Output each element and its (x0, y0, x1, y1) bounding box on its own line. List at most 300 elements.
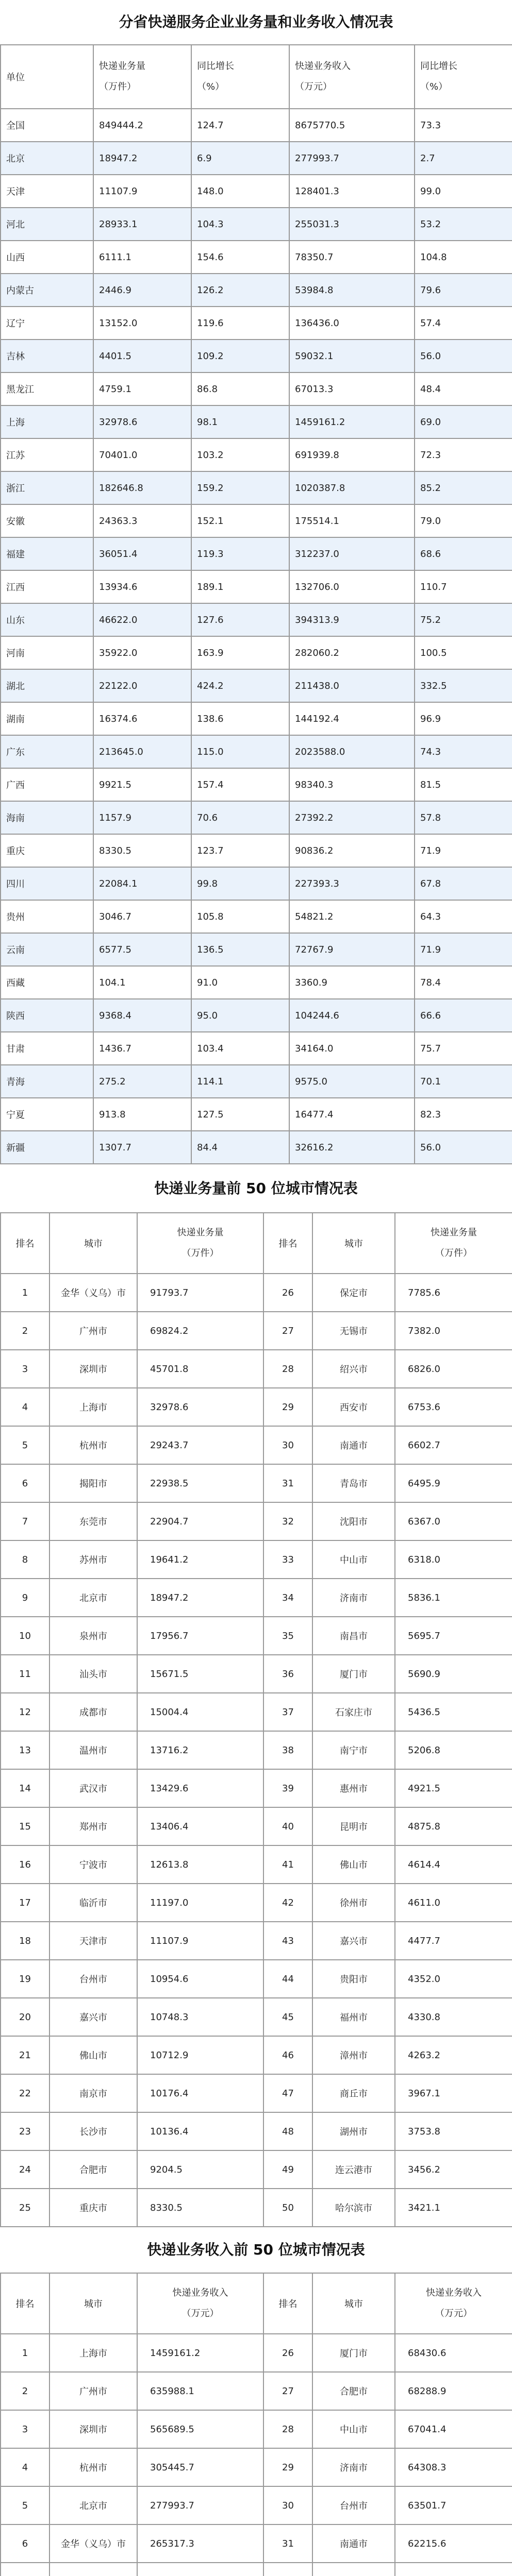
region-cell: 江苏 (1, 438, 93, 471)
value-cell: 3753.8 (395, 2112, 512, 2150)
table-row (1, 2410, 512, 2448)
rank-cell: 4 (1, 2448, 49, 2486)
rank-cell: 44 (263, 1960, 312, 1998)
volume-cell: 849444.2 (93, 109, 191, 142)
revenue-cell: 1020387.8 (289, 471, 415, 504)
table-row (1, 1502, 512, 1540)
revenue-cell: 54821.2 (289, 900, 415, 933)
header-value-right-label: 快递业务收入 (426, 2287, 482, 2298)
volume-cell: 8330.5 (93, 834, 191, 867)
city-cell: 嘉兴市 (312, 1922, 395, 1960)
table-row (1, 405, 512, 438)
table-row (1, 1579, 512, 1617)
rank-cell: 26 (263, 2334, 312, 2372)
city-cell: 青岛市 (312, 1464, 395, 1502)
table-row (1, 1731, 512, 1769)
value-cell: 19641.2 (137, 1540, 263, 1579)
value-cell: 6367.0 (395, 1502, 512, 1540)
region-cell: 山东 (1, 603, 93, 636)
header-region: 单位 (1, 45, 93, 109)
city-cell: 广州市 (49, 1312, 137, 1350)
table-row (1, 603, 512, 636)
region-cell: 河北 (1, 208, 93, 241)
city-cell: 哈尔滨市 (312, 2189, 395, 2227)
header-city-left: 城市 (49, 1213, 137, 1274)
revenue-cell: 211438.0 (289, 669, 415, 702)
city-cell: 杭州市 (49, 1426, 137, 1464)
header-city-right: 城市 (312, 2273, 395, 2334)
city-cell: 金华（义乌）市 (49, 2524, 137, 2563)
city-cell: 连云港市 (312, 2150, 395, 2189)
rank-cell: 28 (263, 1350, 312, 1388)
table-row (1, 2189, 512, 2227)
table-row (1, 1922, 512, 1960)
value-cell: 10136.4 (137, 2112, 263, 2150)
table3-title: 快递业务收入前 50 位城市情况表 (147, 2241, 365, 2258)
header-volume-growth-label: 同比增长 (197, 61, 234, 72)
value-cell: 29243.7 (137, 1426, 263, 1464)
value-cell: 10748.3 (137, 1998, 263, 2036)
volume-city-table-header (1, 1213, 512, 1274)
table-row (1, 966, 512, 999)
table-row (1, 2372, 512, 2410)
revenue-cell: 312237.0 (289, 537, 415, 570)
volume-cell: 35922.0 (93, 636, 191, 669)
revenue-cell: 16477.4 (289, 1098, 415, 1131)
volume-growth-cell: 126.2 (191, 274, 289, 307)
city-cell: 上海市 (49, 2334, 137, 2372)
revenue-cell: 3360.9 (289, 966, 415, 999)
rank-cell: 43 (263, 1922, 312, 1960)
revenue-cell: 90836.2 (289, 834, 415, 867)
volume-growth-cell: 152.1 (191, 504, 289, 537)
city-cell: 天津市 (49, 1922, 137, 1960)
volume-growth-cell: 424.2 (191, 669, 289, 702)
header-value-left-label: 快递业务收入 (172, 2287, 228, 2298)
value-cell: 3967.1 (395, 2074, 512, 2112)
revenue-growth-cell: 70.1 (415, 1065, 512, 1098)
revenue-cell: 394313.9 (289, 603, 415, 636)
header-rank-left: 排名 (1, 2273, 49, 2334)
volume-cell: 1436.7 (93, 1032, 191, 1065)
rank-cell: 13 (1, 1731, 49, 1769)
city-cell: 西安市 (312, 1388, 395, 1426)
rank-cell: 7 (1, 1502, 49, 1540)
value-cell: 69824.2 (137, 1312, 263, 1350)
rank-cell: 5 (1, 2486, 49, 2524)
rank-cell: 39 (263, 1769, 312, 1807)
table-row (1, 109, 512, 142)
value-cell: 32978.6 (137, 1388, 263, 1426)
rank-cell: 27 (263, 2372, 312, 2410)
value-cell: 12613.8 (137, 1845, 263, 1884)
rank-cell: 2 (1, 1312, 49, 1350)
volume-growth-cell: 119.6 (191, 307, 289, 340)
value-cell: 4614.4 (395, 1845, 512, 1884)
value-cell: 18947.2 (137, 1579, 263, 1617)
rank-cell: 33 (263, 1540, 312, 1579)
region-cell: 辽宁 (1, 307, 93, 340)
value-cell: 3421.1 (395, 2189, 512, 2227)
rank-cell: 20 (1, 1998, 49, 2036)
city-cell: 合肥市 (312, 2372, 395, 2410)
region-cell: 青海 (1, 1065, 93, 1098)
value-cell: 67041.4 (395, 2410, 512, 2448)
rank-cell: 46 (263, 2036, 312, 2074)
volume-growth-cell: 136.5 (191, 933, 289, 966)
city-cell: 成都市 (49, 1693, 137, 1731)
volume-growth-cell: 189.1 (191, 570, 289, 603)
volume-cell: 13934.6 (93, 570, 191, 603)
table-row (1, 372, 512, 405)
rank-cell: 48 (263, 2112, 312, 2150)
volume-cell: 275.2 (93, 1065, 191, 1098)
city-cell: 台州市 (312, 2486, 395, 2524)
value-cell: 9204.5 (137, 2150, 263, 2189)
table-row (1, 834, 512, 867)
rank-cell: 1 (1, 2334, 49, 2372)
value-cell (395, 2563, 512, 2576)
volume-growth-cell: 99.8 (191, 867, 289, 900)
header-value-left (137, 2273, 263, 2334)
region-cell: 海南 (1, 801, 93, 834)
rank-cell: 27 (263, 1312, 312, 1350)
city-cell: 商丘市 (312, 2074, 395, 2112)
rank-cell: 23 (1, 2112, 49, 2150)
value-cell: 4263.2 (395, 2036, 512, 2074)
volume-cell: 28933.1 (93, 208, 191, 241)
table-row (1, 241, 512, 274)
table-row (1, 438, 512, 471)
city-cell: 温州市 (49, 1731, 137, 1769)
header-revenue (289, 45, 415, 109)
region-cell: 四川 (1, 867, 93, 900)
volume-cell: 24363.3 (93, 504, 191, 537)
city-cell: 佛山市 (49, 2036, 137, 2074)
header-value-right-label: 快递业务量 (431, 1227, 477, 1238)
value-cell: 265317.3 (137, 2524, 263, 2563)
table-row (1, 1464, 512, 1502)
value-cell: 13429.6 (137, 1769, 263, 1807)
value-cell: 6495.9 (395, 1464, 512, 1502)
rank-cell: 6 (1, 1464, 49, 1502)
value-cell: 22938.5 (137, 1464, 263, 1502)
rank-cell: 17 (1, 1884, 49, 1922)
rank-cell: 6 (1, 2524, 49, 2563)
value-cell: 7785.6 (395, 1274, 512, 1312)
region-cell: 甘肃 (1, 1032, 93, 1065)
table-row (1, 1693, 512, 1731)
value-cell: 4477.7 (395, 1922, 512, 1960)
table-row (1, 2563, 512, 2576)
revenue-city-table (0, 2273, 512, 2576)
volume-growth-cell: 95.0 (191, 999, 289, 1032)
rank-cell: 22 (1, 2074, 49, 2112)
volume-cell: 22122.0 (93, 669, 191, 702)
revenue-growth-cell: 71.9 (415, 933, 512, 966)
header-value-left-unit: （万元） (181, 2308, 219, 2319)
header-rank-left: 排名 (1, 1213, 49, 1274)
volume-growth-cell: 127.5 (191, 1098, 289, 1131)
header-revenue-label: 快递业务收入 (295, 61, 351, 72)
revenue-growth-cell: 99.0 (415, 175, 512, 208)
revenue-growth-cell: 67.8 (415, 867, 512, 900)
value-cell: 5836.1 (395, 1579, 512, 1617)
table-row (1, 702, 512, 735)
value-cell: 17956.7 (137, 1617, 263, 1655)
revenue-growth-cell: 72.3 (415, 438, 512, 471)
value-cell: 68288.9 (395, 2372, 512, 2410)
region-cell: 安徽 (1, 504, 93, 537)
volume-growth-cell: 86.8 (191, 372, 289, 405)
city-cell: 南京市 (49, 2074, 137, 2112)
revenue-cell: 132706.0 (289, 570, 415, 603)
table-row (1, 1388, 512, 1426)
value-cell: 6602.7 (395, 1426, 512, 1464)
header-volume-growth-unit: （%） (197, 81, 225, 92)
revenue-cell: 144192.4 (289, 702, 415, 735)
header-volume-unit: （万件） (99, 81, 136, 92)
value-cell: 13406.4 (137, 1807, 263, 1845)
volume-cell: 13152.0 (93, 307, 191, 340)
city-cell: 南通市 (312, 2524, 395, 2563)
header-volume-label: 快递业务量 (99, 61, 145, 72)
city-cell: 绍兴市 (312, 1350, 395, 1388)
volume-cell: 104.1 (93, 966, 191, 999)
rank-cell: 18 (1, 1922, 49, 1960)
rank-cell: 11 (1, 1655, 49, 1693)
region-cell: 黑龙江 (1, 372, 93, 405)
revenue-cell: 34164.0 (289, 1032, 415, 1065)
city-cell: 武汉市 (49, 1769, 137, 1807)
table-row (1, 208, 512, 241)
revenue-growth-cell: 85.2 (415, 471, 512, 504)
value-cell: 1459161.2 (137, 2334, 263, 2372)
volume-cell: 6111.1 (93, 241, 191, 274)
table-row (1, 537, 512, 570)
volume-growth-cell: 103.4 (191, 1032, 289, 1065)
table-row (1, 175, 512, 208)
volume-cell: 4759.1 (93, 372, 191, 405)
revenue-cell: 98340.3 (289, 768, 415, 801)
volume-growth-cell: 115.0 (191, 735, 289, 768)
city-cell: 南通市 (312, 1426, 395, 1464)
revenue-cell: 128401.3 (289, 175, 415, 208)
value-cell: 68430.6 (395, 2334, 512, 2372)
rank-cell: 24 (1, 2150, 49, 2189)
volume-cell: 213645.0 (93, 735, 191, 768)
table-row (1, 340, 512, 372)
revenue-growth-cell: 79.0 (415, 504, 512, 537)
value-cell: 8330.5 (137, 2189, 263, 2227)
volume-growth-cell: 91.0 (191, 966, 289, 999)
table-row (1, 2074, 512, 2112)
revenue-cell: 2023588.0 (289, 735, 415, 768)
header-city-left: 城市 (49, 2273, 137, 2334)
rank-cell: 21 (1, 2036, 49, 2074)
revenue-growth-cell: 57.4 (415, 307, 512, 340)
value-cell: 45701.8 (137, 1350, 263, 1388)
rank-cell: 5 (1, 1426, 49, 1464)
volume-growth-cell: 109.2 (191, 340, 289, 372)
city-cell: 东莞市 (49, 1502, 137, 1540)
volume-cell: 3046.7 (93, 900, 191, 933)
rank-cell: 3 (1, 2410, 49, 2448)
rank-cell: 47 (263, 2074, 312, 2112)
value-cell: 15671.5 (137, 1655, 263, 1693)
value-cell: 62215.6 (395, 2524, 512, 2563)
rank-cell: 14 (1, 1769, 49, 1807)
rank-cell: 2 (1, 2372, 49, 2410)
table-row (1, 1350, 512, 1388)
volume-growth-cell: 119.3 (191, 537, 289, 570)
rank-cell: 29 (263, 2448, 312, 2486)
table-row (1, 2334, 512, 2372)
rank-cell: 15 (1, 1807, 49, 1845)
region-cell: 内蒙古 (1, 274, 93, 307)
volume-growth-cell: 105.8 (191, 900, 289, 933)
table-row (1, 307, 512, 340)
table-row (1, 636, 512, 669)
value-cell: 5436.5 (395, 1693, 512, 1731)
revenue-growth-cell: 82.3 (415, 1098, 512, 1131)
region-cell: 天津 (1, 175, 93, 208)
revenue-growth-cell: 104.8 (415, 241, 512, 274)
value-cell: 91793.7 (137, 1274, 263, 1312)
revenue-growth-cell: 74.3 (415, 735, 512, 768)
header-revenue-growth-unit: （%） (420, 81, 448, 92)
header-revenue-growth-label: 同比增长 (420, 61, 457, 72)
city-cell: 揭阳市 (49, 1464, 137, 1502)
city-cell: 郑州市 (49, 1807, 137, 1845)
city-cell (49, 2563, 137, 2576)
region-cell: 广东 (1, 735, 93, 768)
revenue-cell: 255031.3 (289, 208, 415, 241)
city-cell: 昆明市 (312, 1807, 395, 1845)
table-row (1, 2524, 512, 2563)
city-cell: 厦门市 (312, 1655, 395, 1693)
table2-title: 快递业务量前 50 位城市情况表 (154, 1180, 358, 1197)
revenue-cell: 72767.9 (289, 933, 415, 966)
city-cell: 惠州市 (312, 1769, 395, 1807)
city-cell: 重庆市 (49, 2189, 137, 2227)
value-cell: 10176.4 (137, 2074, 263, 2112)
region-cell: 上海 (1, 405, 93, 438)
table-row (1, 274, 512, 307)
table-row (1, 570, 512, 603)
value-cell: 5206.8 (395, 1731, 512, 1769)
rank-cell: 34 (263, 1579, 312, 1617)
revenue-growth-cell: 71.9 (415, 834, 512, 867)
value-cell: 11197.0 (137, 1884, 263, 1922)
revenue-cell: 53984.8 (289, 274, 415, 307)
city-cell: 广州市 (49, 2372, 137, 2410)
revenue-cell: 277993.7 (289, 142, 415, 175)
revenue-cell: 27392.2 (289, 801, 415, 834)
rank-cell: 35 (263, 1617, 312, 1655)
volume-cell: 32978.6 (93, 405, 191, 438)
volume-cell: 11107.9 (93, 175, 191, 208)
city-cell: 杭州市 (49, 2448, 137, 2486)
rank-cell: 40 (263, 1807, 312, 1845)
header-value-right (395, 2273, 512, 2334)
revenue-cell: 175514.1 (289, 504, 415, 537)
volume-growth-cell: 157.4 (191, 768, 289, 801)
city-cell: 济南市 (312, 2448, 395, 2486)
rank-cell (263, 2563, 312, 2576)
value-cell: 4330.8 (395, 1998, 512, 2036)
region-cell: 新疆 (1, 1131, 93, 1164)
city-cell: 深圳市 (49, 1350, 137, 1388)
city-cell: 金华（义乌）市 (49, 1274, 137, 1312)
table-row (1, 1312, 512, 1350)
region-cell: 山西 (1, 241, 93, 274)
value-cell: 5690.9 (395, 1655, 512, 1693)
rank-cell: 32 (263, 1502, 312, 1540)
value-cell: 13716.2 (137, 1731, 263, 1769)
rank-cell: 28 (263, 2410, 312, 2448)
value-cell: 11107.9 (137, 1922, 263, 1960)
rank-cell: 4 (1, 1388, 49, 1426)
rank-cell: 3 (1, 1350, 49, 1388)
city-cell: 中山市 (312, 2410, 395, 2448)
value-cell: 4352.0 (395, 1960, 512, 1998)
table-row (1, 768, 512, 801)
table-row (1, 1998, 512, 2036)
revenue-growth-cell: 56.0 (415, 1131, 512, 1164)
table-row (1, 471, 512, 504)
header-revenue-growth (415, 45, 512, 109)
city-cell (312, 2563, 395, 2576)
rank-cell: 36 (263, 1655, 312, 1693)
header-value-right-unit: （万元） (435, 2308, 472, 2319)
volume-growth-cell: 6.9 (191, 142, 289, 175)
volume-growth-cell: 154.6 (191, 241, 289, 274)
volume-cell: 9921.5 (93, 768, 191, 801)
table-row (1, 1769, 512, 1807)
value-cell: 15004.4 (137, 1693, 263, 1731)
province-table-header (1, 45, 512, 109)
revenue-growth-cell: 57.8 (415, 801, 512, 834)
region-cell: 全国 (1, 109, 93, 142)
value-cell: 277993.7 (137, 2486, 263, 2524)
rank-cell: 9 (1, 1579, 49, 1617)
header-rank-right: 排名 (263, 2273, 312, 2334)
revenue-growth-cell: 78.4 (415, 966, 512, 999)
value-cell: 305445.7 (137, 2448, 263, 2486)
region-cell: 湖北 (1, 669, 93, 702)
region-cell: 河南 (1, 636, 93, 669)
table-row (1, 1065, 512, 1098)
city-cell: 宁波市 (49, 1845, 137, 1884)
city-cell: 南宁市 (312, 1731, 395, 1769)
region-cell: 浙江 (1, 471, 93, 504)
volume-cell: 6577.5 (93, 933, 191, 966)
revenue-cell: 9575.0 (289, 1065, 415, 1098)
region-cell: 西藏 (1, 966, 93, 999)
table-row (1, 2486, 512, 2524)
revenue-growth-cell: 79.6 (415, 274, 512, 307)
rank-cell (1, 2563, 49, 2576)
city-cell: 徐州市 (312, 1884, 395, 1922)
rank-cell: 30 (263, 1426, 312, 1464)
table-row (1, 900, 512, 933)
city-cell: 无锡市 (312, 1312, 395, 1350)
volume-cell: 46622.0 (93, 603, 191, 636)
revenue-cell: 78350.7 (289, 241, 415, 274)
city-cell: 上海市 (49, 1388, 137, 1426)
table-row (1, 2448, 512, 2486)
